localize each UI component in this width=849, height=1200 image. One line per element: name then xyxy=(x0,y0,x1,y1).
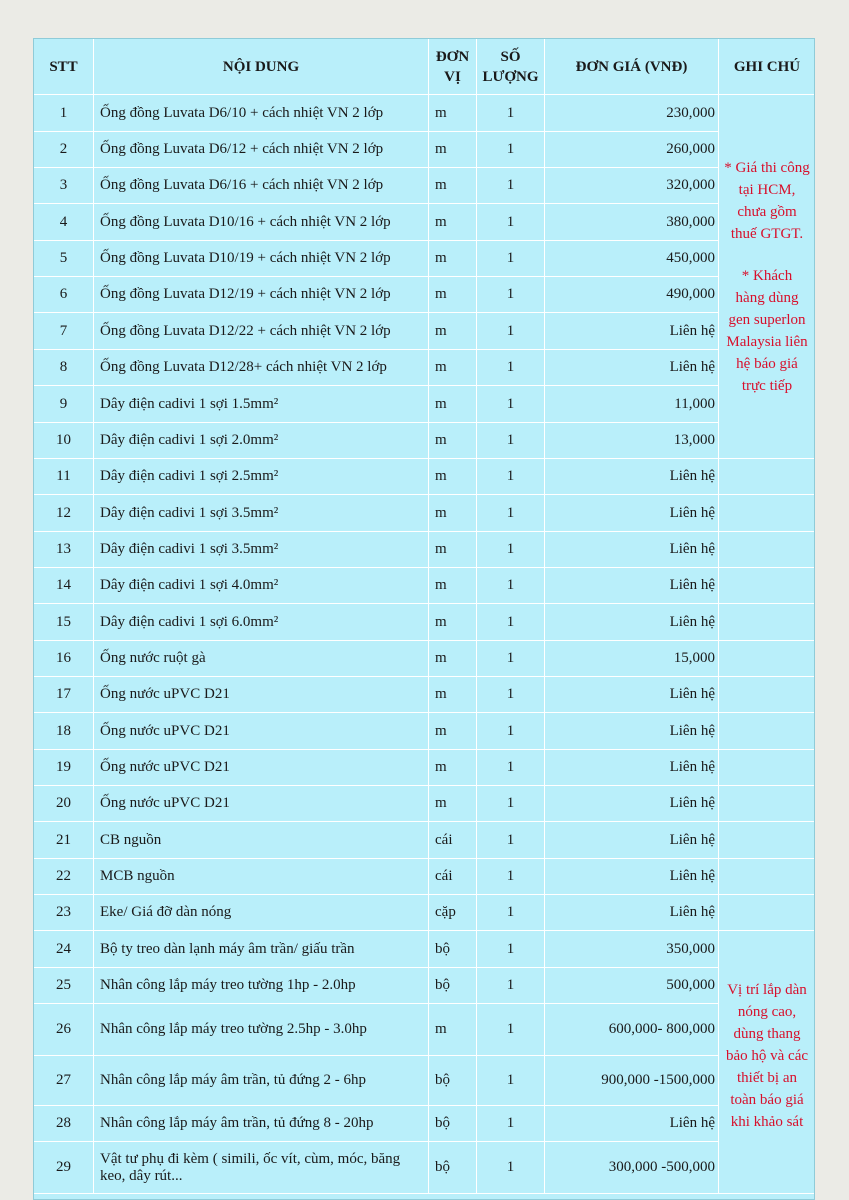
cell-so-luong: 1 xyxy=(477,350,545,386)
cell-don-gia: Liên hệ xyxy=(545,568,719,604)
cell-ghi-chu xyxy=(719,713,816,750)
cell-don-gia: Liên hệ xyxy=(545,459,719,495)
cell-noi-dung: Dây điện cadivi 1 sợi 1.5mm² xyxy=(94,386,429,423)
cell-stt: 13 xyxy=(34,532,94,568)
table-body xyxy=(34,95,816,1194)
cell-don-vi: m xyxy=(429,313,477,350)
header-so-luong-line1: SỐ xyxy=(500,48,521,65)
cell-stt: 11 xyxy=(34,459,94,495)
cell-don-vi: m xyxy=(429,568,477,604)
cell-don-gia: 380,000 xyxy=(545,204,719,241)
cell-noi-dung: Vật tư phụ đi kèm ( simili, ốc vít, cùm, móc, băng keo, dây rút... xyxy=(94,1142,429,1194)
cell-stt: 18 xyxy=(34,713,94,750)
note-line: toàn báo giá xyxy=(730,1092,804,1108)
cell-so-luong: 1 xyxy=(477,95,545,132)
cell-don-gia: 900,000 -1500,000 xyxy=(545,1056,719,1106)
note-line: thuế GTGT. xyxy=(730,226,804,242)
cell-stt: 3 xyxy=(34,168,94,204)
note-line: Vị trí lắp dàn xyxy=(727,982,807,998)
table-row xyxy=(34,604,816,641)
note-installation-info xyxy=(719,931,816,1194)
cell-ghi-chu xyxy=(719,604,816,641)
cell-don-gia: 320,000 xyxy=(545,168,719,204)
cell-noi-dung: Ống nước uPVC D21 xyxy=(94,677,429,713)
cell-ghi-chu xyxy=(719,641,816,677)
cell-don-vi: bộ xyxy=(429,1142,477,1194)
table-row xyxy=(34,968,816,1004)
cell-ghi-chu xyxy=(719,459,816,495)
cell-so-luong: 1 xyxy=(477,713,545,750)
cell-don-gia: Liên hệ xyxy=(545,532,719,568)
table-row xyxy=(34,459,816,495)
cell-don-gia: Liên hệ xyxy=(545,822,719,859)
header-so-luong-line2: LƯỢNG xyxy=(482,68,539,85)
header-don-vi-line1: ĐƠN xyxy=(435,48,470,65)
cell-don-gia: Liên hệ xyxy=(545,895,719,931)
table-row xyxy=(34,168,816,204)
cell-so-luong: 1 xyxy=(477,423,545,459)
cell-stt: 27 xyxy=(34,1056,94,1106)
cell-don-gia: Liên hệ xyxy=(545,1106,719,1142)
cell-stt: 29 xyxy=(34,1142,94,1194)
cell-don-gia: 230,000 xyxy=(545,95,719,132)
header-noi-dung: NỘI DUNG xyxy=(94,39,429,95)
cell-so-luong: 1 xyxy=(477,968,545,1004)
cell-so-luong: 1 xyxy=(477,204,545,241)
cell-ghi-chu xyxy=(719,895,816,931)
cell-don-vi: bộ xyxy=(429,968,477,1004)
cell-stt: 20 xyxy=(34,786,94,822)
table-row xyxy=(34,532,816,568)
cell-stt: 12 xyxy=(34,495,94,532)
cell-so-luong: 1 xyxy=(477,313,545,350)
note-line: * Khách xyxy=(741,268,793,284)
cell-stt: 1 xyxy=(34,95,94,132)
cell-so-luong: 1 xyxy=(477,641,545,677)
cell-don-gia: Liên hệ xyxy=(545,713,719,750)
table-row xyxy=(34,641,816,677)
cell-don-vi: m xyxy=(429,277,477,313)
cell-don-gia: 15,000 xyxy=(545,641,719,677)
note-line: dùng thang xyxy=(733,1026,801,1042)
cell-noi-dung: Ống đồng Luvata D6/16 + cách nhiệt VN 2 lớp xyxy=(94,168,429,204)
cell-so-luong: 1 xyxy=(477,495,545,532)
note-line: khi khảo sát xyxy=(730,1114,804,1130)
cell-ghi-chu xyxy=(719,532,816,568)
cell-don-vi: m xyxy=(429,132,477,168)
table-row xyxy=(34,859,816,895)
cell-so-luong: 1 xyxy=(477,1142,545,1194)
cell-noi-dung: Ống đồng Luvata D12/19 + cách nhiệt VN 2 lớp xyxy=(94,277,429,313)
note-line: hàng dùng xyxy=(735,290,799,306)
cell-ghi-chu xyxy=(719,750,816,786)
cell-don-vi: m xyxy=(429,95,477,132)
cell-stt: 5 xyxy=(34,241,94,277)
cell-so-luong: 1 xyxy=(477,786,545,822)
table-row xyxy=(34,1004,816,1056)
cell-stt: 19 xyxy=(34,750,94,786)
cell-noi-dung: Ống nước uPVC D21 xyxy=(94,750,429,786)
table-row xyxy=(34,423,816,459)
cell-so-luong: 1 xyxy=(477,859,545,895)
header-don-vi-line2: VỊ xyxy=(444,68,461,85)
cell-so-luong: 1 xyxy=(477,604,545,641)
table-row xyxy=(34,241,816,277)
cell-noi-dung: Dây điện cadivi 1 sợi 6.0mm² xyxy=(94,604,429,641)
cell-noi-dung: Nhân công lắp máy treo tường 2.5hp - 3.0hp xyxy=(94,1004,429,1056)
cell-don-gia: Liên hệ xyxy=(545,350,719,386)
cell-noi-dung: Ống nước uPVC D21 xyxy=(94,786,429,822)
cell-don-vi: m xyxy=(429,532,477,568)
cell-noi-dung: CB nguồn xyxy=(94,822,429,859)
cell-don-gia: 500,000 xyxy=(545,968,719,1004)
cell-so-luong: 1 xyxy=(477,168,545,204)
cell-noi-dung: Ống đồng Luvata D12/22 + cách nhiệt VN 2 lớp xyxy=(94,313,429,350)
cell-noi-dung: Dây điện cadivi 1 sợi 3.5mm² xyxy=(94,495,429,532)
cell-noi-dung: Ống nước ruột gà xyxy=(94,641,429,677)
cell-so-luong: 1 xyxy=(477,132,545,168)
cell-don-vi: m xyxy=(429,459,477,495)
cell-don-vi: m xyxy=(429,350,477,386)
table-row xyxy=(34,495,816,532)
cell-stt: 24 xyxy=(34,931,94,968)
table-row xyxy=(34,713,816,750)
note-line: trực tiếp xyxy=(741,378,793,394)
cell-don-gia: 600,000- 800,000 xyxy=(545,1004,719,1056)
cell-don-gia: Liên hệ xyxy=(545,677,719,713)
cell-don-vi: m xyxy=(429,241,477,277)
cell-don-gia: 450,000 xyxy=(545,241,719,277)
table-row xyxy=(34,95,816,132)
cell-don-vi: m xyxy=(429,423,477,459)
cell-noi-dung: Dây điện cadivi 1 sợi 4.0mm² xyxy=(94,568,429,604)
cell-don-gia: 300,000 -500,000 xyxy=(545,1142,719,1194)
cell-don-vi: m xyxy=(429,204,477,241)
table-row xyxy=(34,568,816,604)
cell-don-vi: m xyxy=(429,677,477,713)
price-table xyxy=(33,38,815,1194)
note-line: gen superlon xyxy=(728,312,806,328)
cell-don-vi: m xyxy=(429,713,477,750)
header-don-gia: ĐƠN GIÁ (VNĐ) xyxy=(545,39,719,95)
cell-noi-dung: Dây điện cadivi 1 sợi 3.5mm² xyxy=(94,532,429,568)
cell-stt: 23 xyxy=(34,895,94,931)
cell-don-vi: m xyxy=(429,786,477,822)
cell-so-luong: 1 xyxy=(477,532,545,568)
header-ghi-chu: GHI CHÚ xyxy=(719,39,816,95)
cell-stt: 4 xyxy=(34,204,94,241)
cell-so-luong: 1 xyxy=(477,822,545,859)
note-line: bảo hộ và các xyxy=(725,1048,809,1064)
note-line: Malaysia liên xyxy=(726,334,808,350)
cell-ghi-chu xyxy=(719,677,816,713)
cell-don-gia: Liên hệ xyxy=(545,313,719,350)
cell-so-luong: 1 xyxy=(477,277,545,313)
cell-noi-dung: Dây điện cadivi 1 sợi 2.5mm² xyxy=(94,459,429,495)
table-row xyxy=(34,1056,816,1106)
table-row xyxy=(34,1106,816,1142)
cell-noi-dung: Nhân công lắp máy âm trần, tủ đứng 2 - 6hp xyxy=(94,1056,429,1106)
cell-so-luong: 1 xyxy=(477,459,545,495)
table-row xyxy=(34,1142,816,1194)
cell-noi-dung: Nhân công lắp máy âm trần, tủ đứng 8 - 20hp xyxy=(94,1106,429,1142)
cell-so-luong: 1 xyxy=(477,1056,545,1106)
cell-don-gia: 490,000 xyxy=(545,277,719,313)
cell-don-vi: cái xyxy=(429,859,477,895)
cell-stt: 21 xyxy=(34,822,94,859)
cell-don-gia: 350,000 xyxy=(545,931,719,968)
table-row xyxy=(34,386,816,423)
table-row xyxy=(34,313,816,350)
cell-noi-dung: Dây điện cadivi 1 sợi 2.0mm² xyxy=(94,423,429,459)
note-line: nóng cao, xyxy=(737,1004,797,1020)
table-row xyxy=(34,750,816,786)
table-row xyxy=(34,677,816,713)
cell-ghi-chu xyxy=(719,786,816,822)
table-row xyxy=(34,822,816,859)
cell-stt: 16 xyxy=(34,641,94,677)
cell-don-gia: 260,000 xyxy=(545,132,719,168)
cell-noi-dung: Ống đồng Luvata D6/12 + cách nhiệt VN 2 lớp xyxy=(94,132,429,168)
cell-so-luong: 1 xyxy=(477,931,545,968)
cell-stt: 7 xyxy=(34,313,94,350)
table-row xyxy=(34,132,816,168)
cell-stt: 9 xyxy=(34,386,94,423)
cell-noi-dung: Ống đồng Luvata D6/10 + cách nhiệt VN 2 lớp xyxy=(94,95,429,132)
header-don-vi xyxy=(429,39,477,95)
cell-so-luong: 1 xyxy=(477,386,545,423)
cell-don-vi: m xyxy=(429,750,477,786)
cell-so-luong: 1 xyxy=(477,895,545,931)
cell-don-gia: Liên hệ xyxy=(545,495,719,532)
cell-noi-dung: Eke/ Giá đỡ dàn nóng xyxy=(94,895,429,931)
cell-don-vi: cái xyxy=(429,822,477,859)
cell-stt: 2 xyxy=(34,132,94,168)
note-line: * Giá thi công xyxy=(724,160,810,176)
note-price-info xyxy=(719,95,816,459)
table-row xyxy=(34,895,816,931)
cell-ghi-chu xyxy=(719,859,816,895)
cell-don-gia: Liên hệ xyxy=(545,750,719,786)
cell-ghi-chu xyxy=(719,568,816,604)
header-so-luong xyxy=(477,39,545,95)
note-line: tại HCM, xyxy=(738,182,796,198)
cell-don-vi: m xyxy=(429,386,477,423)
note-line: thiết bị an xyxy=(737,1070,797,1086)
cell-don-vi: cặp xyxy=(429,895,477,931)
cell-noi-dung: Bộ ty treo dàn lạnh máy âm trần/ giấu trần xyxy=(94,931,429,968)
cell-noi-dung: Ống nước uPVC D21 xyxy=(94,713,429,750)
cell-don-vi: bộ xyxy=(429,931,477,968)
cell-don-gia: Liên hệ xyxy=(545,859,719,895)
cell-don-vi: bộ xyxy=(429,1106,477,1142)
table-row xyxy=(34,786,816,822)
cell-so-luong: 1 xyxy=(477,750,545,786)
cell-don-gia: Liên hệ xyxy=(545,786,719,822)
table-row xyxy=(34,277,816,313)
cell-noi-dung: Nhân công lắp máy treo tường 1hp - 2.0hp xyxy=(94,968,429,1004)
note-line: chưa gồm xyxy=(737,204,797,220)
cell-don-vi: m xyxy=(429,604,477,641)
cell-so-luong: 1 xyxy=(477,677,545,713)
price-table-container xyxy=(33,38,815,1200)
cell-don-vi: m xyxy=(429,168,477,204)
cell-stt: 15 xyxy=(34,604,94,641)
cell-stt: 8 xyxy=(34,350,94,386)
cell-don-gia: 13,000 xyxy=(545,423,719,459)
cell-don-gia: Liên hệ xyxy=(545,604,719,641)
cell-so-luong: 1 xyxy=(477,1004,545,1056)
cell-so-luong: 1 xyxy=(477,568,545,604)
cell-don-gia: 11,000 xyxy=(545,386,719,423)
cell-don-vi: m xyxy=(429,495,477,532)
cell-so-luong: 1 xyxy=(477,1106,545,1142)
cell-stt: 6 xyxy=(34,277,94,313)
cell-stt: 14 xyxy=(34,568,94,604)
cell-noi-dung: Ống đồng Luvata D12/28+ cách nhiệt VN 2 lớp xyxy=(94,350,429,386)
header-stt: STT xyxy=(34,39,94,95)
table-row xyxy=(34,931,816,968)
cell-noi-dung: Ống đồng Luvata D10/19 + cách nhiệt VN 2 lớp xyxy=(94,241,429,277)
cell-don-vi: m xyxy=(429,1004,477,1056)
cell-stt: 22 xyxy=(34,859,94,895)
table-header-row xyxy=(34,39,816,95)
cell-ghi-chu xyxy=(719,495,816,532)
cell-ghi-chu xyxy=(719,822,816,859)
cell-stt: 25 xyxy=(34,968,94,1004)
cell-stt: 28 xyxy=(34,1106,94,1142)
cell-stt: 26 xyxy=(34,1004,94,1056)
cell-stt: 10 xyxy=(34,423,94,459)
table-row xyxy=(34,204,816,241)
note-line: hệ báo giá xyxy=(736,356,798,372)
cell-so-luong: 1 xyxy=(477,241,545,277)
cell-don-vi: m xyxy=(429,641,477,677)
cell-don-vi: bộ xyxy=(429,1056,477,1106)
cell-noi-dung: Ống đồng Luvata D10/16 + cách nhiệt VN 2 lớp xyxy=(94,204,429,241)
cell-stt: 17 xyxy=(34,677,94,713)
cell-noi-dung: MCB nguồn xyxy=(94,859,429,895)
table-row xyxy=(34,350,816,386)
